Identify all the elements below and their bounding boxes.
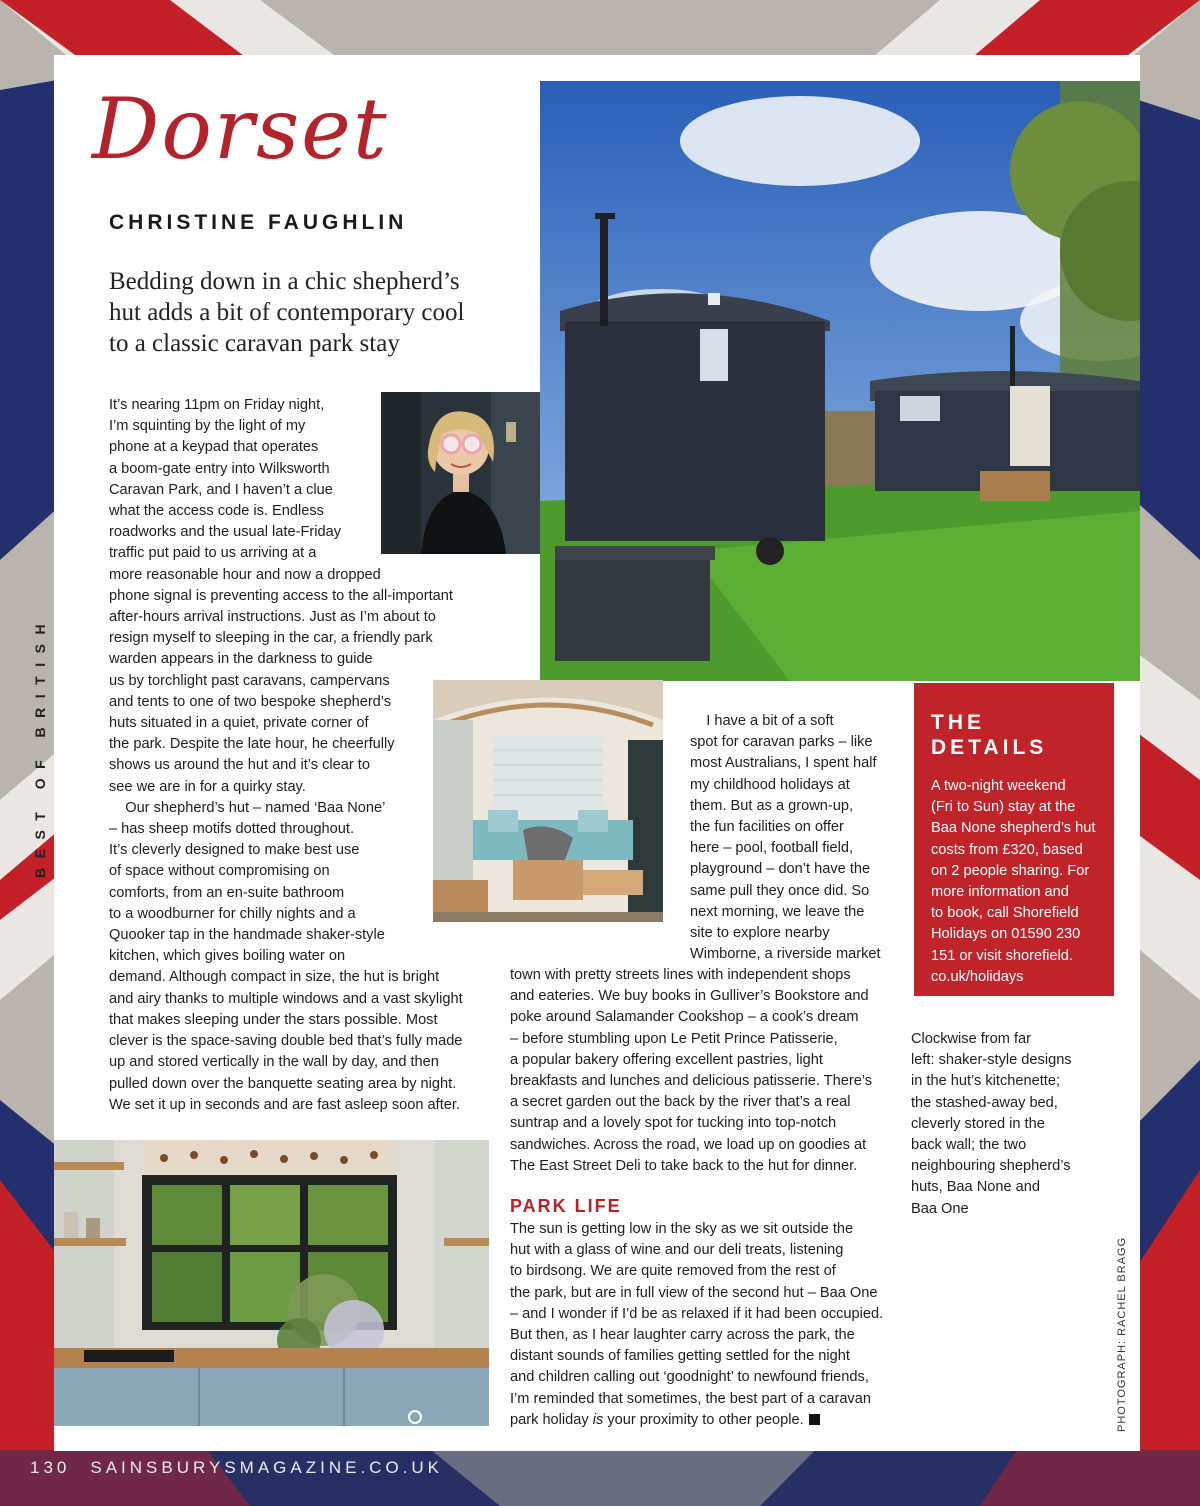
caption-line: neighbouring shepherd’s [911, 1158, 1071, 1175]
body-line: up and stored vertically in the wall by day, and then [109, 1054, 439, 1071]
details-line: Holidays on 01590 230 [931, 926, 1081, 943]
body-line: more reasonable hour and now a dropped [109, 566, 381, 583]
body-line: traffic put paid to us arriving at a [109, 545, 317, 562]
body-line: poke around Salamander Cookshop – a cook’s dream [510, 1009, 859, 1026]
caption-line: the stashed-away bed, [911, 1094, 1058, 1111]
body-line: site to explore nearby [690, 925, 830, 942]
park-life-heading: PARK LIFE [510, 1196, 622, 1216]
kitchen-photo [54, 1140, 489, 1426]
photo-credit-text: PHOTOGRAPH: RACHEL BRAGG [1116, 1236, 1128, 1432]
body-text: your proximity to other people. [603, 1411, 804, 1428]
body-line: to a woodburner for chilly nights and a [109, 905, 356, 922]
body-line: breakfasts and lunches and delicious patisserie. There’s [510, 1073, 873, 1090]
caption-line: Clockwise from far [911, 1031, 1032, 1047]
caption-line: cleverly stored in the [911, 1115, 1045, 1132]
details-line: (Fri to Sun) stay at the [931, 799, 1076, 816]
body-line: The sun is getting low in the sky as we sit outside the [510, 1221, 854, 1237]
details-line: co.uk/holidays [931, 968, 1024, 985]
body-line: town with pretty streets lines with independent shops [510, 967, 851, 983]
details-box [914, 683, 1114, 996]
page-title: Dorset [92, 80, 389, 178]
body-line: my childhood holidays at [690, 776, 850, 793]
body-line: of space without compromising on [109, 863, 330, 880]
details-line: A two-night weekend [931, 778, 1066, 794]
section-label-text: BEST OF BRITISH [32, 614, 48, 878]
body-line: suntrap and a lovely spot for tucking into top-notch [510, 1115, 837, 1132]
photo-caption [911, 1029, 1072, 1220]
caption-line: back wall; the two [911, 1137, 1027, 1154]
details-heading-line: DETAILS [931, 736, 1048, 759]
body-line: I’m reminded that sometimes, the best part of a caravan [510, 1390, 871, 1407]
body-line: and airy thanks to multiple windows and a vast skylight [109, 990, 463, 1007]
body-line: after-hours arrival instructions. Just as I’m about to [109, 609, 436, 626]
details-heading [931, 710, 1047, 760]
details-line: more information and [931, 884, 1069, 901]
body-line: a boom-gate entry into Wilksworth [109, 460, 330, 477]
body-line: same pull they once did. So [690, 882, 870, 899]
body-line: playground – don’t have the [690, 861, 871, 878]
body-line: Quooker tap in the handmade shaker-style [109, 927, 385, 944]
standfirst [109, 266, 509, 359]
body-line: sandwiches. Across the road, we load up on goodies at [510, 1136, 867, 1153]
details-line: costs from £320, based [931, 841, 1083, 858]
body-line: Wimborne, a riverside market [690, 946, 881, 963]
body-line: I have a bit of a soft [690, 713, 834, 729]
body-line: huts situated in a quiet, private corner of [109, 715, 369, 732]
body-column-1 [109, 395, 463, 1116]
body-line: I’m squinting by the light of my [109, 418, 306, 435]
body-line: The East Street Deli to take back to the hut for dinner. [510, 1157, 858, 1174]
body-line: resign myself to sleeping in the car, a friendly park [109, 630, 433, 647]
body-line: distant sounds of families getting settled for the night [510, 1348, 850, 1365]
body-line: clever is the space-saving double bed that’s fully made [109, 1033, 463, 1050]
body-line: us by torchlight past caravans, campervans [109, 672, 390, 689]
page-footer [30, 1458, 443, 1478]
body-line: and children calling out ‘goodnight’ to newfound friends, [510, 1369, 869, 1386]
author-byline: CHRISTINE FAUGHLIN [109, 211, 408, 234]
body-line: phone signal is preventing access to the all-important [109, 587, 453, 604]
body-line: warden appears in the darkness to guide [109, 651, 373, 668]
body-line: phone at a keypad that operates [109, 439, 319, 456]
body-line: We set it up in seconds and are fast asleep soon after. [109, 1096, 461, 1113]
body-line: Caravan Park, and I haven’t a clue [109, 481, 333, 498]
body-line: to birdsong. We are quite removed from the rest of [510, 1263, 836, 1280]
body-column-2-bottom [510, 965, 872, 1177]
body-line: shows us around the hut and it’s clear to [109, 757, 370, 774]
end-mark-icon [809, 1414, 820, 1425]
body-line: most Australians, I spent half [690, 755, 877, 772]
body-line: demand. Although compact in size, the hut is bright [109, 969, 440, 986]
body-line: the park, but are in full view of the second hut – Baa One [510, 1284, 878, 1301]
body-line: spot for caravan parks – like [690, 734, 873, 751]
details-line: Baa None shepherd’s hut [931, 820, 1096, 837]
body-line: – and I wonder if I’d be as relaxed if it had been occupied. [510, 1305, 884, 1322]
standfirst-line: hut adds a bit of contemporary cool [109, 299, 465, 326]
body-line: It’s nearing 11pm on Friday night, [109, 397, 325, 413]
body-line: see we are in for a quirky stay. [109, 778, 306, 795]
body-line: them. But as a grown-up, [690, 797, 854, 814]
body-line-final [510, 1410, 883, 1431]
details-heading-line: THE [931, 711, 985, 734]
park-life-body [510, 1219, 883, 1431]
body-line: and tents to one of two bespoke shepherd’s [109, 693, 392, 710]
details-line: to book, call Shorefield [931, 905, 1079, 922]
section-label [26, 614, 56, 880]
details-line: on 2 people sharing. For [931, 862, 1090, 879]
standfirst-line: to a classic caravan park stay [109, 330, 400, 357]
body-text: park holiday [510, 1411, 593, 1428]
body-line: what the access code is. Endless [109, 503, 324, 520]
magazine-website: SAINSBURYSMAGAZINE.CO.UK [90, 1458, 444, 1477]
body-line: the fun facilities on offer [690, 819, 844, 836]
caption-line: huts, Baa None and [911, 1179, 1041, 1196]
standfirst-line: Bedding down in a chic shepherd’s [109, 268, 460, 295]
body-italic: is [592, 1411, 604, 1428]
body-line: roadworks and the usual late-Friday [109, 524, 341, 541]
caption-line: in the hut’s kitchenette; [911, 1073, 1061, 1090]
photo-credit [1110, 1228, 1134, 1438]
body-line: hut with a glass of wine and our deli treats, listening [510, 1242, 844, 1259]
body-column-2-top [690, 711, 881, 965]
body-line: and eateries. We buy books in Gulliver’s Bookstore and [510, 988, 869, 1005]
details-body [931, 776, 1095, 988]
body-line: that makes sleeping under the stars possible. Most [109, 1011, 438, 1028]
caption-line: left: shaker-style designs [911, 1052, 1072, 1069]
caption-line: Baa One [911, 1200, 969, 1217]
body-line: the park. Despite the late hour, he cheerfully [109, 736, 395, 753]
body-line: next morning, we leave the [690, 903, 865, 920]
body-line: – has sheep motifs dotted throughout. [109, 821, 355, 838]
hero-photo-shepherds-huts [540, 81, 1140, 681]
body-line: It’s cleverly designed to make best use [109, 842, 360, 859]
body-line: But then, as I hear laughter carry across the park, the [510, 1327, 855, 1344]
page-number: 130 [30, 1458, 71, 1477]
body-line: – before stumbling upon Le Petit Prince Patisserie, [510, 1030, 838, 1047]
body-line: a popular bakery offering excellent pastries, light [510, 1051, 823, 1068]
body-line: a secret garden out the back by the river that’s a real [510, 1094, 851, 1111]
body-line: Our shepherd’s hut – named ‘Baa None’ [109, 799, 386, 816]
body-line: here – pool, football field, [690, 840, 854, 857]
body-line: comforts, from an en-suite bathroom [109, 884, 345, 901]
body-line: pulled down over the banquette seating area by night. [109, 1075, 457, 1092]
interior-bed-photo [433, 680, 663, 922]
details-line: 151 or visit shorefield. [931, 947, 1073, 964]
body-line: kitchen, which gives boiling water on [109, 948, 346, 965]
